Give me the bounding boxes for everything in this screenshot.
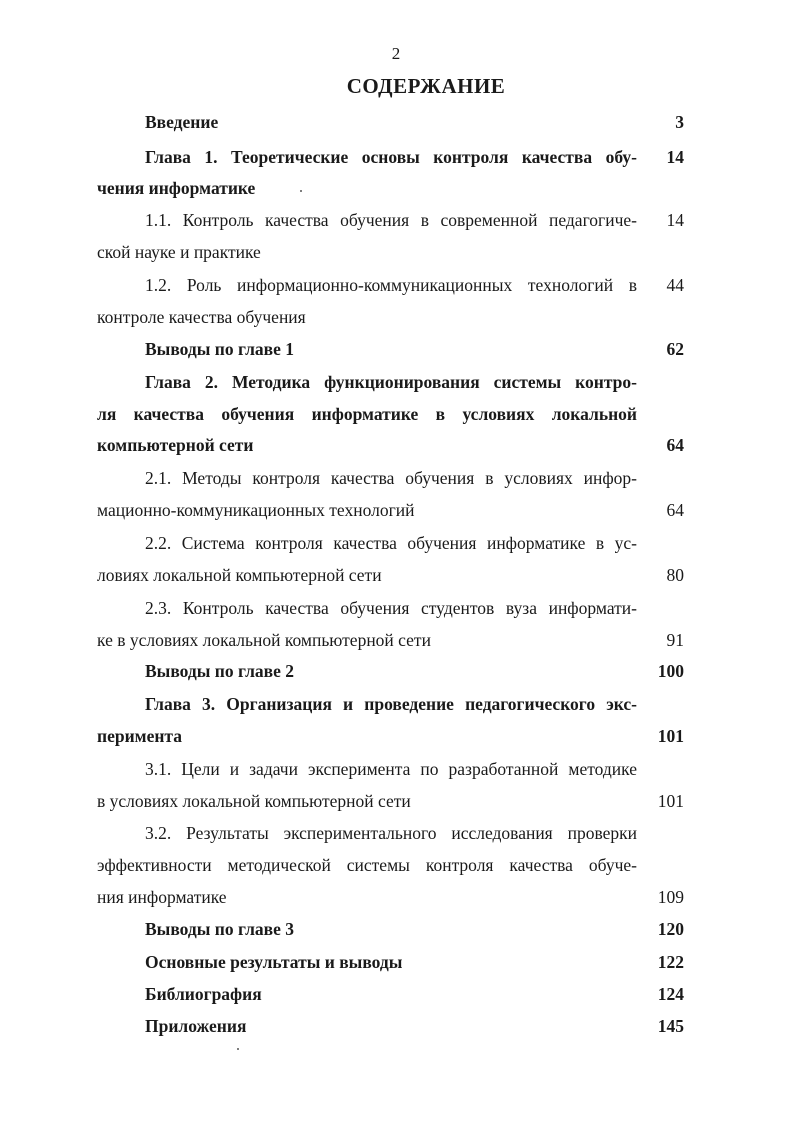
- toc-entry-text-continued: в условиях локальной компьютерной сети: [97, 791, 411, 811]
- toc-entry-page: 91: [666, 630, 684, 650]
- toc-entry-text-continued: мационно-коммуникационных технологий: [97, 500, 415, 520]
- toc-entry-text: Выводы по главе 3: [145, 919, 294, 939]
- toc-entry-text: 1.2. Роль информационно-коммуникационных технологий в: [145, 275, 637, 295]
- toc-entry-text: Введение: [145, 112, 219, 132]
- toc-entry-text-continued: контроле качества обучения: [97, 307, 306, 327]
- toc-entry-text: Основные результаты и выводы: [145, 952, 403, 972]
- toc-entry-page: 62: [666, 339, 684, 359]
- toc-entry-text: 2.3. Контроль качества обучения студентов вуза информати-: [145, 598, 637, 618]
- toc-entry-page: 14: [666, 210, 684, 230]
- toc-entry-page: 101: [657, 791, 684, 811]
- toc-entry-text: Выводы по главе 2: [145, 661, 294, 681]
- scan-speck: [237, 1048, 239, 1050]
- toc-entry-text: 2.2. Система контроля качества обучения информатике в ус-: [145, 533, 637, 553]
- toc-entry-text-continued: ния информатике: [97, 887, 227, 907]
- toc-entry-text: 3.2. Результаты экспериментального исследования проверки: [145, 823, 637, 843]
- toc-entry-text-continued: компьютерной сети: [97, 435, 254, 455]
- toc-entry-page: 124: [657, 984, 684, 1004]
- toc-entry-text-continued: ке в условиях локальной компьютерной сети: [97, 630, 431, 650]
- toc-entry-page: 14: [666, 147, 684, 167]
- toc-entry-text: 3.1. Цели и задачи эксперимента по разработанной методике: [145, 759, 637, 779]
- toc-entry-page: 80: [666, 565, 684, 585]
- scan-speck: [300, 190, 302, 192]
- toc-entry-text-continued: чения информатике: [97, 178, 256, 198]
- toc-entry-page: 101: [657, 726, 684, 746]
- toc-entry-text: Приложения: [145, 1016, 247, 1036]
- toc-entry-page: 120: [657, 919, 684, 939]
- toc-entry-page: 44: [666, 275, 684, 295]
- toc-entry-text-continued: ской науке и практике: [97, 242, 261, 262]
- toc-entry-text: Выводы по главе 1: [145, 339, 294, 359]
- page-title: СОДЕРЖАНИЕ: [346, 74, 506, 98]
- toc-entry-text: Глава 1. Теоретические основы контроля качества обу-: [145, 147, 637, 167]
- toc-entry-text: Глава 3. Организация и проведение педагогического экс-: [145, 694, 637, 714]
- toc-entry-page: 122: [657, 952, 684, 972]
- toc-entry-text: Глава 2. Методика функционирования системы контро-: [145, 372, 637, 392]
- toc-entry-page: 64: [666, 500, 684, 520]
- toc-entry-page: 64: [666, 435, 684, 455]
- toc-entry-text: Библиография: [145, 984, 262, 1004]
- toc-entry-page: 100: [657, 661, 684, 681]
- toc-entry-text-continued: ловиях локальной компьютерной сети: [97, 565, 382, 585]
- toc-entry-page: 3: [675, 112, 684, 132]
- toc-entry-page: 145: [657, 1016, 684, 1036]
- toc-entry-text-continued: эффективности методической системы контроля качества обуче-: [97, 855, 637, 875]
- toc-entry-page: 109: [657, 887, 684, 907]
- toc-entry-text-continued: ля качества обучения информатике в условиях локальной: [97, 404, 637, 424]
- toc-entry-text: 1.1. Контроль качества обучения в современной педагогиче-: [145, 210, 637, 230]
- toc-entry-text-continued: перимента: [97, 726, 182, 746]
- page-number: 2: [391, 44, 401, 63]
- toc-entry-text: 2.1. Методы контроля качества обучения в условиях инфор-: [145, 468, 637, 488]
